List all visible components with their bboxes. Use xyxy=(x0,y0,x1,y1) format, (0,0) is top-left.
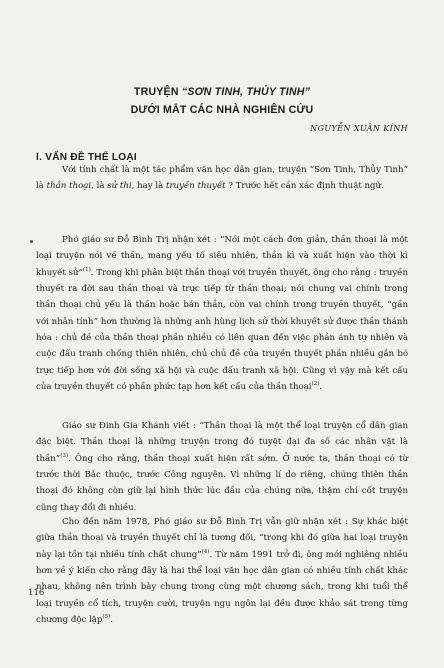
paragraph-2 xyxy=(36,232,408,395)
title-italic-name: “SƠN TINH, THỦY TINH” xyxy=(181,86,311,98)
p4-text-c: . xyxy=(110,615,113,626)
article-subtitle: DƯỚI MẮT CÁC NHÀ NGHIÊN CỨU xyxy=(130,104,314,116)
p1-text-e: , hay là xyxy=(131,181,166,192)
article-title xyxy=(0,86,444,98)
p1-term-truyen-thuyet: truyền thuyết xyxy=(165,181,226,192)
p4-text-b: . Từ năm 1991 trở đi, ông mới nghiêng nhiều hơn về ý kiến cho rằng đây là hai thể loại văn học dân gian có nhiều tính chất khác nhau, không nên trình bày chung trong cùng một chương sách, trong khi tuổi thể loại truyền cổ tích, truyện cười, truyện ngụ ngôn lại đều được khảo sát trong từng chương độc lập xyxy=(36,549,409,626)
p3-text-b: . Ông cho rằng, thần thoại xuất hiện rất sớm. Ở nước ta, thần thoại có từ trước thời Bắc thuộc, trước Công nguyên. Vì những lí do riêng, chúng thiên thần thoại đó không còn giữ lại hình thức lúc đầu của chúng nữa, thậm chí cốt truyện cũng thay đổi đi nhiều. xyxy=(36,453,408,513)
p1-term-su-thi: sử thi xyxy=(107,181,132,192)
p1-text-c: , là xyxy=(91,181,108,192)
page-number: 116 xyxy=(28,588,45,598)
p2-text-a: Phó giáo sư Đỗ Bình Trị nhận xét : “Nói một cách đơn giản, thần thoại là một loại truyện nói về thần, mang yếu tố siêu nhiên, thần kì và xuất hiện vào thời kì khuyết sử” xyxy=(36,235,408,278)
p2-text-b: . Trong khi phân biệt thần thoại với truyền thuyết, ông cho rằng : truyền thuyết ra đời sau thần thoại và trực tiếp từ thần thoại; nói chung vai chính trong thần thoại chủ yếu là thần hoặc bán thần, còn vai chính trong truyền thuyết, “gần với nhân tính” hơn thường là những anh hùng lịch sử thời khuyết sử được thần thánh hóa : chủ đề của thần thoại phần nhiều có liên quan đến việc phản ánh tự nhiên và cuộc đấu tranh chống thiên nhiên, chủ chủ đề của truyền thuyết phần nhiều gắn bó trực tiếp hơn với đời sống xã hội và cuộc đấu tranh xã hội. Cũng vì vậy mà kết cấu của truyền thuyết có phần phức tạp hơn kết cấu của thần thoại xyxy=(36,267,408,393)
footnote-ref-4: (4) xyxy=(201,548,210,555)
footnote-ref-2: (2) xyxy=(311,381,320,388)
p1-text-a: Với tính chất là một tác phẩm văn học dân gian, truyện “Sơn Tinh, Thủy Tinh” là xyxy=(36,165,408,192)
p2-text-c: . xyxy=(319,382,323,393)
footnote-ref-3: (3) xyxy=(60,452,68,459)
p3-text-a: Giáo sư Đinh Gia Khánh viết : “Thần thoại là một thể loại truyện cổ dân gian đặc biệt. Thần thoại là những truyện trong đó tuyệt đại đa số các nhân vật là thần” xyxy=(36,421,408,464)
paragraph-4 xyxy=(36,514,408,628)
paragraph-3 xyxy=(36,418,408,516)
p1-text-g: ? Trước hết cần xác định thuật ngữ. xyxy=(225,181,384,192)
margin-mark xyxy=(30,240,33,243)
author-name: NGUYỄN XUÂN KÍNH xyxy=(310,124,408,133)
footnote-ref-1: (1) xyxy=(82,266,91,273)
p1-term-than-thoai: thần thoại xyxy=(46,181,92,192)
footnote-ref-5: (5) xyxy=(102,614,111,621)
paragraph-1 xyxy=(36,162,408,195)
title-prefix: TRUYỆN xyxy=(133,86,182,98)
section-heading: I. VẤN ĐỀ THỂ LOẠI xyxy=(36,152,137,163)
p4-text-a: Cho đến năm 1978, Phó giáo sư Đỗ Bình Trị vẫn giữ nhận xét : Sự khác biệt giữa thần thoại và truyền thuyết chỉ là tương đối, “trong khi đó giữa hai loại truyện này lại tồn tại nhiều tính chất chung” xyxy=(36,517,408,560)
